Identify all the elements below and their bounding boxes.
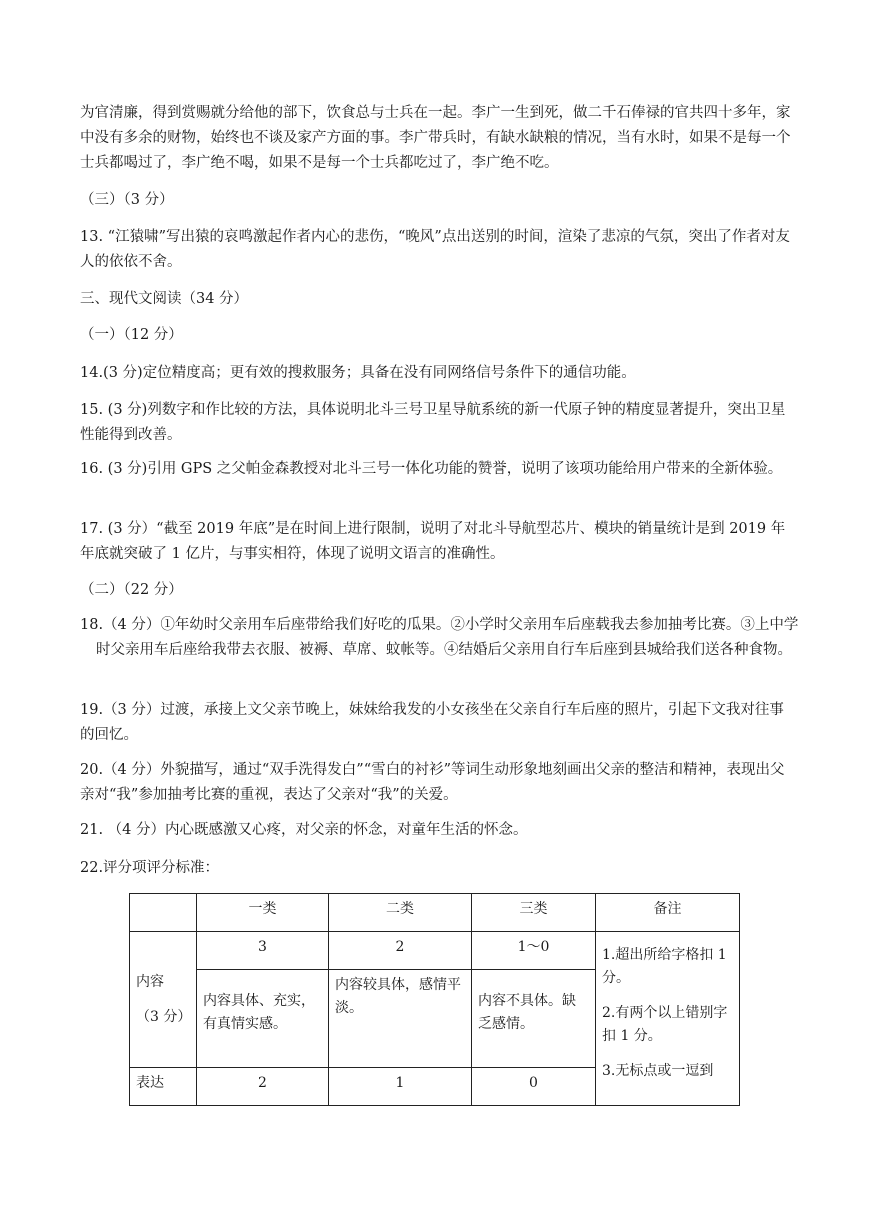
table-header-cell: 二类 xyxy=(329,894,472,932)
table-cell: 0 xyxy=(472,1068,596,1106)
table-cell: 内容具体、充实，有真情实感。 xyxy=(197,970,329,1068)
table-cell: 内容较具体，感情平淡。 xyxy=(329,970,472,1068)
answer-22-intro: 22.评分项评分标准： xyxy=(80,860,220,876)
section-heading-2: （二）（22 分） xyxy=(80,582,183,598)
note-item: 1.超出所给字格扣 1 分。 xyxy=(602,947,727,986)
grading-table xyxy=(129,893,740,1106)
notes-cell xyxy=(596,932,740,1106)
answer-19: 19.（3 分）过渡，承接上文父亲节晚上，妹妹给我发的小女孩坐在父亲自行车后座的照片，引起下文我对往事的回忆。 xyxy=(80,702,784,743)
table-cell: 2 xyxy=(197,1068,329,1106)
table-cell: 3 xyxy=(197,932,329,970)
answer-16: 16. (3 分)引用 GPS 之父帕金森教授对北斗三号一体化功能的赞誉，说明了该项功能给用户带来的全新体验。 xyxy=(80,461,783,477)
content-points: （3 分） xyxy=(136,1008,192,1025)
section-title-modern-reading: 三、现代文阅读（34 分） xyxy=(80,291,249,307)
table-header-cell: 一类 xyxy=(197,894,329,932)
table-header-cell: 备注 xyxy=(596,894,740,932)
section-heading-1: （一）（12 分） xyxy=(80,327,183,343)
table-cell: 内容不具体。缺乏感情。 xyxy=(472,970,596,1068)
note-item: 2.有两个以上错别字扣 1 分。 xyxy=(602,1005,728,1044)
note-item: 3.无标点或一逗到 xyxy=(602,1063,714,1079)
table-cell: 1 xyxy=(329,1068,472,1106)
answer-14: 14.(3 分)定位精度高；更有效的搜救服务；具备在没有同网络信号条件下的通信功能。 xyxy=(80,365,636,381)
section-heading-3: （三）（3 分） xyxy=(80,192,174,208)
table-cell: 2 xyxy=(329,932,472,970)
table-header-row xyxy=(130,894,740,932)
answer-17: 17. (3 分）“截至 2019 年底”是在时间上进行限制，说明了对北斗导航型芯片、模块的销量统计是到 2019 年年底就突破了 1 亿片，与事实相符，体现了说明文语言的准确性。 xyxy=(80,521,786,562)
content-label: 内容 xyxy=(136,973,164,990)
content-label-cell xyxy=(130,932,197,1068)
paragraph-li-guang: 为官清廉，得到赏赐就分给他的部下，饮食总与士兵在一起。李广一生到死，做二千石俸禄的官共四十多年，家中没有多余的财物，始终也不谈及家产方面的事。李广带兵时，有缺水缺粮的情况，当有水时，如果不是每一个士兵都喝过了，李广绝不喝，如果不是每一个士兵都吃过了，李广绝不吃。 xyxy=(80,105,791,171)
table-header-cell: 三类 xyxy=(472,894,596,932)
answer-20: 20.（4 分）外貌描写，通过“双手洗得发白”“雪白的衬衫”等词生动形象地刻画出父亲的整洁和精神，表现出父亲对“我”参加抽考比赛的重视，表达了父亲对“我”的关爱。 xyxy=(80,762,785,803)
expression-label: 表达 xyxy=(130,1068,197,1106)
answer-15: 15. (3 分)列数字和作比较的方法，具体说明北斗三号卫星导航系统的新一代原子钟的精度显著提升，突出卫星性能得到改善。 xyxy=(80,402,786,443)
table-row-content-scores xyxy=(130,932,740,970)
answer-13: 13. “江猿啸”写出猿的哀鸣激起作者内心的悲伤，“晚风”点出送别的时间，渲染了悲凉的气氛，突出了作者对友人的依依不舍。 xyxy=(80,229,790,270)
table-header-cell xyxy=(130,894,197,932)
table-cell: 1～0 xyxy=(472,932,596,970)
answer-18: 18.（4 分）①年幼时父亲用车后座带给我们好吃的瓜果。②小学时父亲用车后座载我去参加抽考比赛。③上中学时父亲用车后座给我带去衣服、被褥、草席、蚊帐等。④结婚后父亲用自行车后座到县城给我们送各种食物。 xyxy=(80,617,799,658)
answer-21: 21. （4 分）内心既感激又心疼，对父亲的怀念，对童年生活的怀念。 xyxy=(80,822,528,838)
